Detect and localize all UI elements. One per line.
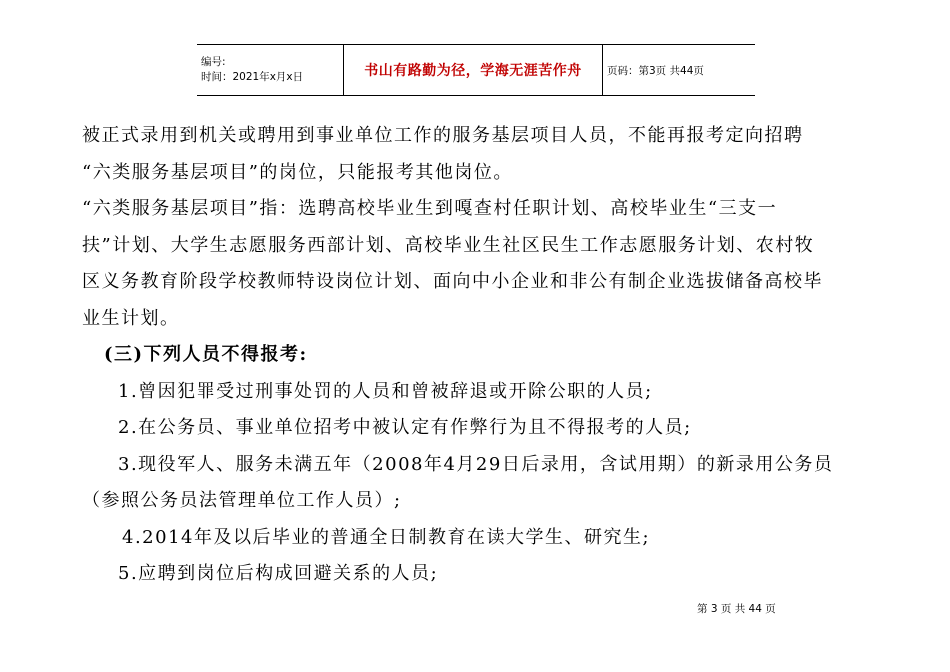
number-label: 编号:: [201, 56, 226, 68]
list-item: 4.2014年及以后毕业的普通全日制教育在读大学生、研究生;: [122, 526, 651, 548]
paragraph-line: 扶”计划、大学生志愿服务西部计划、高校毕业生社区民生工作志愿服务计划、农村牧: [82, 234, 815, 256]
time-label: 时间：2021年x月x日: [201, 71, 304, 83]
list-item: 1.曾因犯罪受过刑事处罚的人员和曾被辞退或开除公职的人员;: [118, 380, 653, 402]
paragraph-line: 被正式录用到机关或聘用到事业单位工作的服务基层项目人员，不能再报考定向招聘: [82, 125, 804, 146]
header-motto: 书山有路勤为径，学海无涯苦作舟: [344, 45, 603, 95]
page-header: [197, 44, 755, 96]
page-footer: 第 3 页 共 44 页: [697, 603, 776, 615]
paragraph-line: “六类服务基层项目”的岗位，只能报考其他岗位。: [82, 161, 513, 183]
section-heading: (三)下列人员不得报考:: [104, 344, 308, 365]
list-item: 2.在公务员、事业单位招考中被认定有作弊行为且不得报考的人员;: [118, 417, 692, 438]
list-item: 3.现役军人、服务未满五年（2008年4月29日后录用，含试用期）的新录用公务员: [118, 453, 834, 475]
paragraph-line: 业生计划。: [82, 307, 180, 329]
paragraph-line: “六类服务基层项目”指：选聘高校毕业生到嘎查村任职计划、高校毕业生“三支一: [82, 198, 778, 219]
list-item: 5.应聘到岗位后构成回避关系的人员;: [118, 563, 439, 584]
document-body: [82, 118, 862, 593]
paragraph-line: 区义务教育阶段学校教师特设岗位计划、面向中小企业和非公有制企业选拔储备高校毕: [82, 271, 823, 292]
header-page-code: 页码：第3页 共44页: [607, 64, 704, 77]
list-item-continuation: （参照公务员法管理单位工作人员）;: [82, 490, 402, 511]
header-meta: [197, 45, 344, 95]
